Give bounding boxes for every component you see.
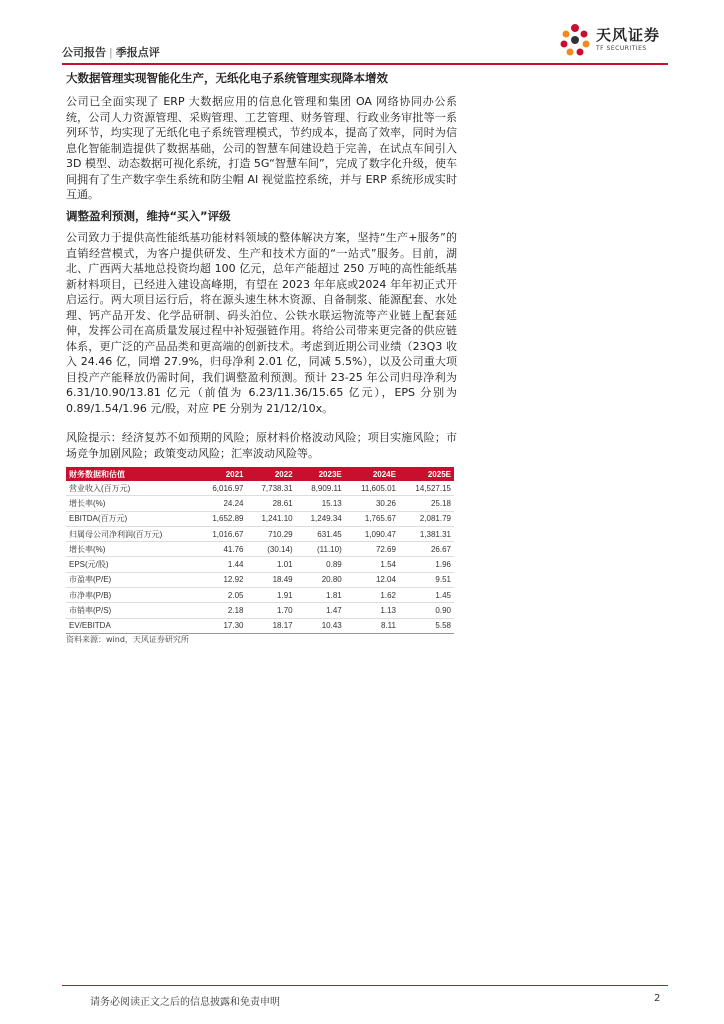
table-cell: 12.04	[345, 572, 399, 587]
section-body-digital: 公司已全面实现了 ERP 大数据应用的信息化管理和集团 OA 网络协同办公系统，公司人力资源管理、采购管理、工艺管理、财务管理、行政业务审批等一系列环节，均实现了无纸化电子系统管理模式，节约成本，提高了效率，同时为信息化智能制造提供了数据基础，公司的智慧车间建设趋于完善，在试点车间引入 3D 模型、动态数据可视化系统，打造 5G“智慧车间”，完成了数字化升级，使车间拥有了生产数字孪生系统和防尘帽 AI 视觉监控系统，并与 ERP 系统形成实时互通。	[66, 95, 457, 201]
table-cell: 25.18	[399, 496, 454, 511]
report-category-label: 公司报告	[62, 46, 106, 59]
table-cell: 30.26	[345, 496, 399, 511]
section-heading-forecast: 调整盈利预测，维持“买入”评级	[66, 209, 231, 223]
table-cell: 710.29	[247, 526, 296, 541]
table-cell: 11,605.01	[345, 481, 399, 496]
table-cell: 1.96	[399, 557, 454, 572]
table-cell: 8.11	[345, 618, 399, 633]
header-separator: |	[109, 46, 113, 59]
table-header-cell: 2022	[247, 467, 296, 481]
table-header-cell: 2023E	[296, 467, 345, 481]
table-row-label: EPS(元/股)	[66, 557, 197, 572]
table-row	[66, 542, 454, 557]
table-cell: 8,909.11	[296, 481, 345, 496]
table-cell: 1.70	[247, 603, 296, 618]
table-cell: 18.49	[247, 572, 296, 587]
table-cell: 2.18	[197, 603, 246, 618]
logo-flower-icon	[558, 22, 592, 60]
table-cell: (11.10)	[296, 542, 345, 557]
table-cell: 1,765.67	[345, 511, 399, 526]
page-header	[62, 26, 668, 62]
table-row-label: 增长率(%)	[66, 496, 197, 511]
table-cell: 1.62	[345, 588, 399, 603]
financial-table	[66, 467, 454, 634]
table-row-label: EV/EBITDA	[66, 618, 197, 633]
table-cell: 9.51	[399, 572, 454, 587]
report-category	[62, 44, 160, 60]
table-cell: 1.81	[296, 588, 345, 603]
table-cell: 17.30	[197, 618, 246, 633]
table-cell: 24.24	[197, 496, 246, 511]
table-row-label: 市盈率(P/E)	[66, 572, 197, 587]
table-row	[66, 572, 454, 587]
table-row	[66, 481, 454, 496]
table-row	[66, 526, 454, 541]
table-cell: 6,016.97	[197, 481, 246, 496]
table-cell: (30.14)	[247, 542, 296, 557]
logo-english-text: TF SECURITIES	[596, 45, 647, 52]
table-cell: 10.43	[296, 618, 345, 633]
table-cell: 1.45	[399, 588, 454, 603]
table-cell: 72.69	[345, 542, 399, 557]
company-logo	[558, 22, 668, 62]
header-divider	[62, 63, 668, 65]
table-cell: 1.47	[296, 603, 345, 618]
table-row	[66, 496, 454, 511]
table-cell: 1.91	[247, 588, 296, 603]
table-cell: 1,381.31	[399, 526, 454, 541]
table-cell: 0.90	[399, 603, 454, 618]
table-cell: 7,738.31	[247, 481, 296, 496]
table-cell: 1.44	[197, 557, 246, 572]
table-cell: 20.80	[296, 572, 345, 587]
table-cell: 14,527.15	[399, 481, 454, 496]
section-body-forecast: 公司致力于提供高性能纸基功能材料领域的整体解决方案，坚持“生产+服务”的直销经营模式，为客户提供研发、生产和技术方面的“一站式”服务。目前，湖北、广西两大基地总投资均超 100 亿元，总年产能超过 250 万吨的高性能纸基新材料项目，已经进入建设高峰期，有望在 2023 年年底或2024 年年初正式开启运行。两大项目运行后，将在源头速生林木资源、自备制浆、能源配套、水处理、钙产品开发、化学品研制、码头泊位、公铁水联运物流等产业链上配套延伸，发挥公司在高质量发展过程中补短强链作用。将给公司带来更完备的供应链体系，更广泛的产品品类和更高端的创新技术。考虑到近期公司业绩（23Q3 收入 24.46 亿，同增 27.9%，归母净利 2.01 亿，同减 5.5%），以及公司重大项目投产产能释放仍需时间，我们调整盈利预测。预计 23-25 年公司归母净利为 6.31/10.90/13.81 亿元（前值为 6.23/11.36/15.65 亿元），EPS 分别为 0.89/1.54/1.96 元/股，对应 PE 分别为 21/12/10x。	[66, 231, 457, 415]
table-header-cell: 2025E	[399, 467, 454, 481]
page-number: 2	[654, 993, 661, 1004]
table-row	[66, 618, 454, 633]
table-cell: 631.45	[296, 526, 345, 541]
table-cell: 0.89	[296, 557, 345, 572]
table-cell: 1.13	[345, 603, 399, 618]
table-cell: 12.92	[197, 572, 246, 587]
table-row	[66, 511, 454, 526]
table-cell: 1,241.10	[247, 511, 296, 526]
table-cell: 26.67	[399, 542, 454, 557]
table-row-label: 归属母公司净利润(百万元)	[66, 526, 197, 541]
table-header-row	[66, 467, 454, 481]
table-row-label: 市净率(P/B)	[66, 588, 197, 603]
table-cell: 18.17	[247, 618, 296, 633]
report-type-label: 季报点评	[115, 46, 160, 59]
footer-divider	[62, 985, 668, 986]
table-cell: 15.13	[296, 496, 345, 511]
table-header-cell: 2021	[197, 467, 246, 481]
table-cell: 5.58	[399, 618, 454, 633]
table-cell: 1.54	[345, 557, 399, 572]
table-row-label: 市销率(P/S)	[66, 603, 197, 618]
table-cell: 1,090.47	[345, 526, 399, 541]
table-source: 资料来源：wind，天风证券研究所	[66, 635, 189, 644]
table-row-label: 营业收入(百万元)	[66, 481, 197, 496]
table-cell: 1,016.67	[197, 526, 246, 541]
table-row-label: 增长率(%)	[66, 542, 197, 557]
table-cell: 1,249.34	[296, 511, 345, 526]
footer-disclaimer: 请务必阅读正文之后的信息披露和免责申明	[90, 997, 280, 1008]
table-cell: 2.05	[197, 588, 246, 603]
table-body	[66, 481, 454, 633]
table-cell: 1,652.89	[197, 511, 246, 526]
section-heading-digital: 大数据管理实现智能化生产，无纸化电子系统管理实现降本增效	[66, 71, 388, 85]
table-row-label: EBITDA(百万元)	[66, 511, 197, 526]
table-cell: 2,081.79	[399, 511, 454, 526]
table-header-cell: 2024E	[345, 467, 399, 481]
table-row	[66, 603, 454, 618]
table-header-cell: 财务数据和估值	[66, 467, 197, 481]
table-cell: 41.76	[197, 542, 246, 557]
table-cell: 1.01	[247, 557, 296, 572]
logo-chinese-text: 天风证券	[596, 26, 661, 44]
table-cell: 28.61	[247, 496, 296, 511]
table-row	[66, 588, 454, 603]
table-row	[66, 557, 454, 572]
risk-warning: 风险提示：经济复苏不如预期的风险；原材料价格波动风险；项目实施风险；市场竞争加剧风险；政策变动风险；汇率波动风险等。	[66, 431, 457, 460]
